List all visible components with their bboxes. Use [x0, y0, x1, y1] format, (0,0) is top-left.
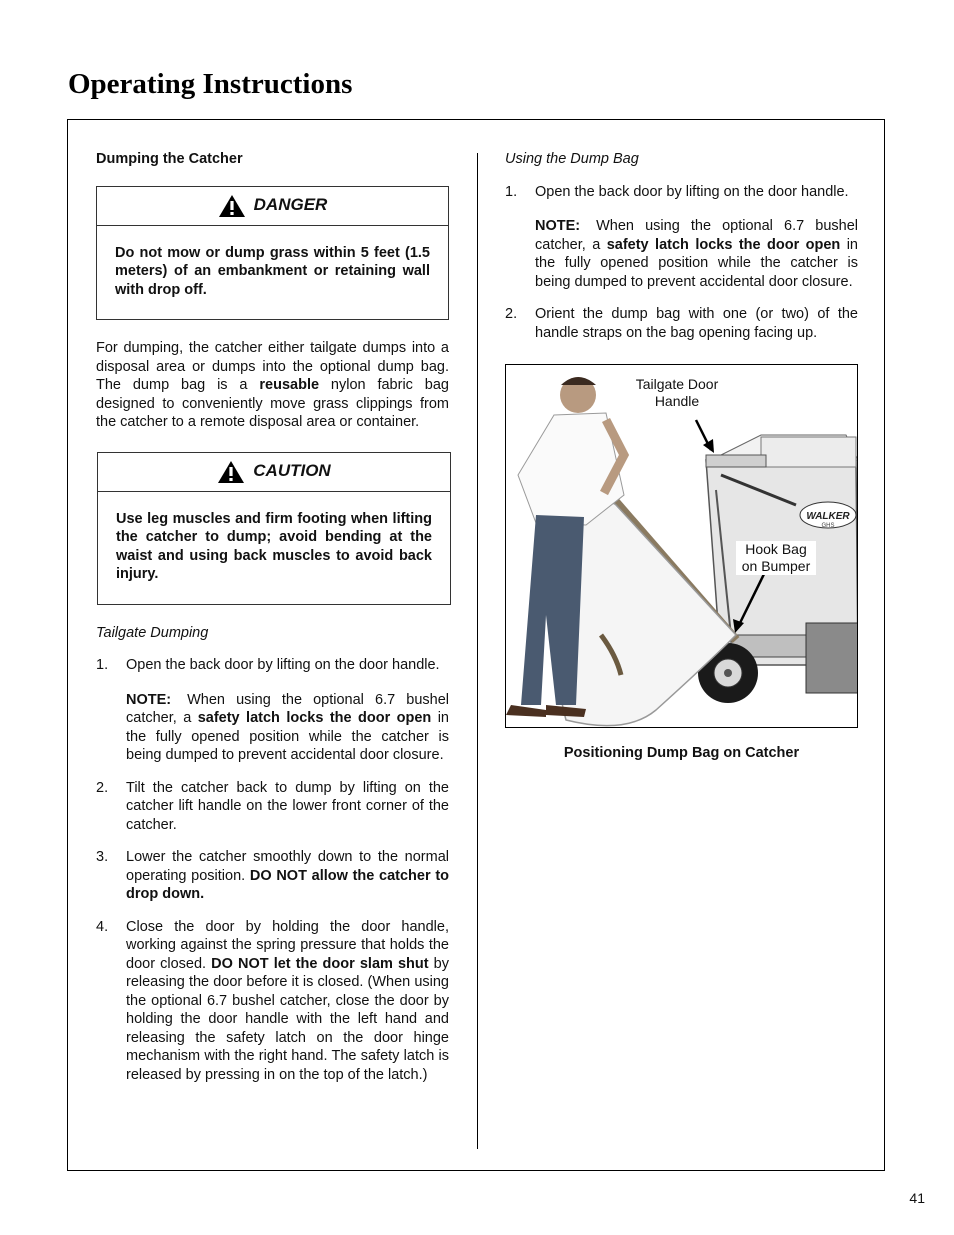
step-number: 2. [96, 779, 109, 796]
step-text: Orient the dump bag with one (or two) of the handle straps on the bag opening facing up. [535, 306, 858, 341]
note-bold: safety latch locks the door open [197, 710, 432, 726]
dump-bag-figure [505, 364, 858, 728]
step-text: Open the back door by lifting on the door handle. [126, 657, 440, 673]
step-body [535, 183, 858, 292]
note-text-1: When using the optional 6.7 bushel catcher, a [126, 691, 449, 726]
step-number: 4. [96, 918, 109, 935]
step-text-2: by releasing the door before it is closed. (When using the optional 6.7 bushel catcher, close the door by holding the door handle with the left hand and releasing the safety latch on the door hinge mechanism with the right hand. The safety latch is released by pressing in on the top of the latch.) [126, 955, 449, 1083]
column-divider [477, 153, 478, 1149]
step-text: Close the door by holding the door handle, working against the spring pressure that holds the door closed. [126, 918, 449, 972]
step-text: Tilt the catcher back to dump by lifting on the catcher lift handle on the lower front corner of the catcher. [126, 779, 449, 833]
list-item [96, 848, 449, 904]
intro-bold: reusable [259, 377, 320, 393]
callout-tailgate-handle: Tailgate Door Handle [635, 376, 719, 409]
list-item [96, 779, 449, 835]
danger-text: Do not mow or dump grass within 5 feet (1.5 meters) of an embankment or retaining wall with drop off. [115, 244, 430, 298]
step-number: 2. [505, 306, 518, 322]
intro-text-1: For dumping, the catcher either tailgate dumps into a disposal area or dumps into the optional dump bag. The dump bag is a [96, 340, 449, 393]
left-column [96, 150, 449, 1098]
step-text: Open the back door by lifting on the door handle. [535, 183, 849, 200]
note-bold: safety latch locks the door open [606, 236, 841, 253]
dumping-intro [96, 339, 449, 432]
step-body [126, 656, 449, 765]
tailgate-steps [96, 656, 449, 1084]
step-note [126, 691, 449, 765]
brand-sub: GHS [821, 523, 835, 529]
step-bold: DO NOT allow the catcher to drop down. [126, 867, 450, 902]
danger-label: DANGER [253, 195, 328, 215]
brand-logo: WALKER [806, 511, 850, 522]
caution-header [98, 453, 450, 492]
step-body [126, 918, 449, 1085]
warning-triangle-icon [217, 460, 245, 484]
list-item [505, 305, 858, 342]
tailgate-subheading: Tailgate Dumping [96, 624, 209, 641]
danger-header [97, 187, 448, 226]
note-label: NOTE: [126, 691, 172, 708]
page-number: 41 [909, 1190, 925, 1206]
section-heading: Dumping the Catcher [96, 151, 243, 167]
danger-box [96, 186, 449, 321]
intro-text-2: nylon fabric bag designed to conveniently move grass clippings from the catcher to a remote disposal area or container. [96, 377, 449, 430]
caution-box [97, 452, 451, 605]
warning-triangle-icon [218, 194, 246, 218]
step-text: Lower the catcher smoothly down to the normal operating position. [126, 849, 449, 884]
page-title: Operating Instructions [68, 68, 353, 100]
caution-label: CAUTION [253, 461, 331, 481]
step-number: 1. [505, 183, 518, 200]
note-label: NOTE: [535, 218, 581, 234]
list-item [505, 183, 858, 292]
step-body [126, 848, 449, 904]
note-text-2: in the fully opened position while the catcher is being dumped to prevent accidental door closure. [535, 236, 858, 290]
right-column [505, 150, 858, 763]
caution-text: Use leg muscles and firm footing when lifting the catcher to dump; avoid bending at the waist and using back muscles to avoid back injury. [116, 510, 432, 582]
note-text-1: When using the optional 6.7 bushel catcher, a [535, 218, 858, 253]
callout-hook-bumper: Hook Bag on Bumper [736, 541, 816, 575]
list-item [96, 918, 449, 1085]
step-bold: DO NOT let the door slam shut [211, 955, 429, 972]
step-number: 3. [96, 849, 109, 865]
list-item [96, 656, 449, 765]
note-text-2: in the fully opened position while the catcher is being dumped to prevent accidental door closure. [126, 710, 449, 763]
dump-bag-subheading: Using the Dump Bag [505, 151, 639, 167]
step-note [535, 217, 858, 291]
figure-caption: Positioning Dump Bag on Catcher [563, 745, 800, 761]
dump-bag-steps [505, 183, 858, 343]
step-number: 1. [96, 657, 109, 673]
